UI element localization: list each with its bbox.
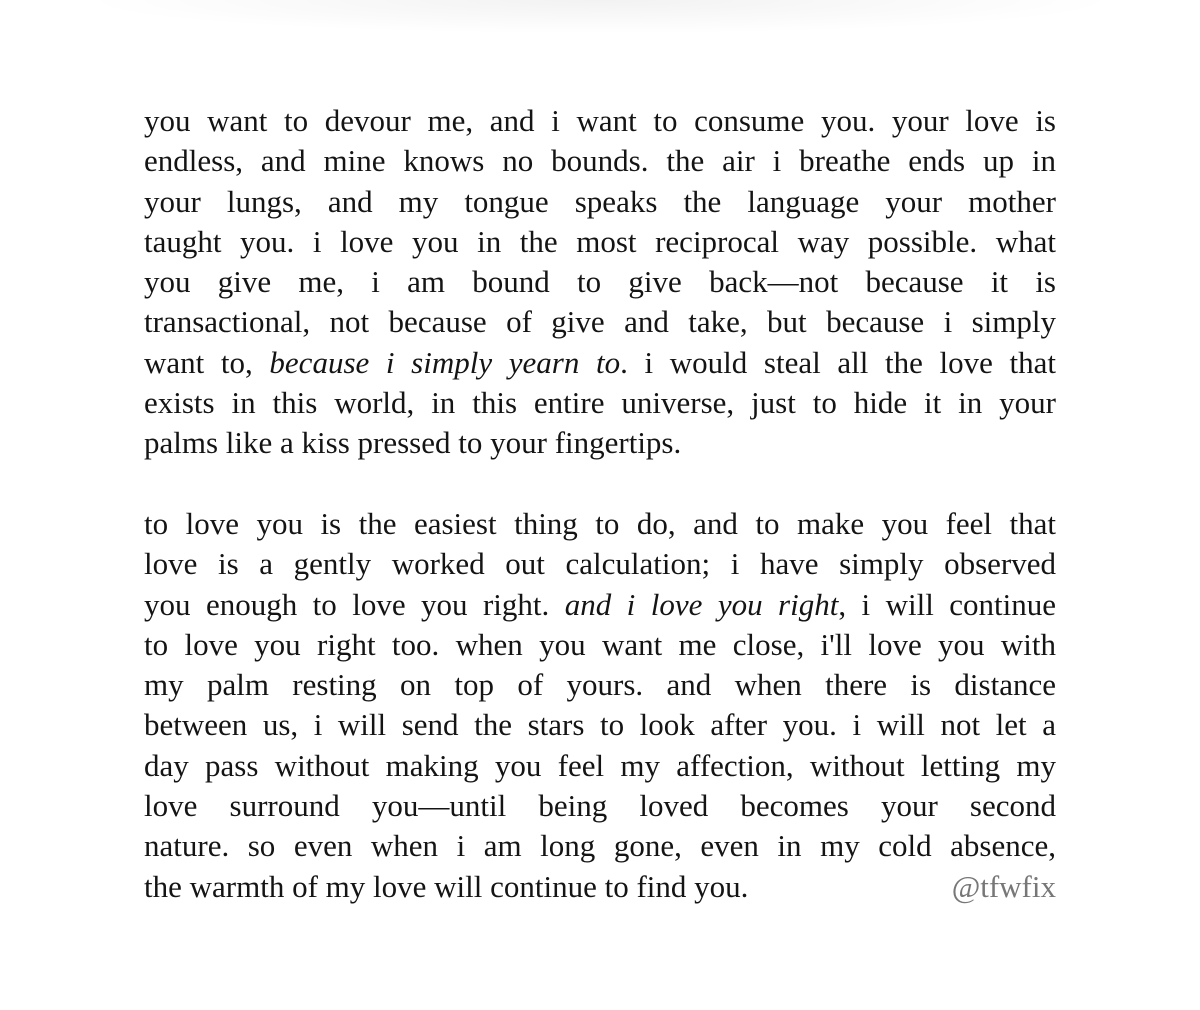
paragraph-1-line: palms like a kiss pressed to your fingertips. <box>144 425 682 461</box>
text-segment: want to, <box>144 344 270 380</box>
paragraph-2-line: my palm resting on top of yours. and when there is distance <box>144 667 1056 703</box>
paragraph-1-line <box>144 343 1056 383</box>
paragraph-1-line: transactional, not because of give and take, but because i simply <box>144 304 1056 340</box>
final-line <box>144 867 1056 907</box>
text-segment: , i will continue <box>838 586 1057 622</box>
text-segment: . i would steal all the love that <box>620 344 1056 380</box>
paragraph-2-line: day pass without making you feel my affection, without letting my <box>144 747 1056 783</box>
paragraph-2-line: love surround you—until being loved becomes your second <box>144 788 1056 824</box>
paragraph-2-line <box>144 585 1056 625</box>
paragraph-1-line: you give me, i am bound to give back—not because it is <box>144 264 1056 300</box>
paragraph-2-line: love is a gently worked out calculation; i have simply observed <box>144 546 1056 582</box>
author-handle: @tfwfix <box>951 868 1056 904</box>
paragraph-1-line: your lungs, and my tongue speaks the language your mother <box>144 183 1056 219</box>
paragraph-2-line: between us, i will send the stars to look after you. i will not let a <box>144 707 1056 743</box>
paragraph-1-line: you want to devour me, and i want to consume you. your love is <box>144 103 1056 138</box>
paragraph-1-line: endless, and mine knows no bounds. the air i breathe ends up in <box>144 143 1056 179</box>
poem-text <box>144 101 1056 907</box>
italic-emphasis: because i simply yearn to <box>269 344 621 380</box>
paragraph-1-line: taught you. i love you in the most reciprocal way possible. what <box>144 223 1056 259</box>
top-shadow <box>0 0 1200 40</box>
paragraph-2-line: to love you is the easiest thing to do, and to make you feel that <box>144 505 1056 541</box>
paragraph-2-line: nature. so even when i am long gone, even in my cold absence, <box>144 828 1056 864</box>
text-segment: you enough to love you right. <box>144 586 565 622</box>
italic-emphasis: and i love you right <box>564 586 839 622</box>
paragraph-2-last-line: the warmth of my love will continue to find you. <box>144 868 749 904</box>
paragraph-gap <box>144 464 1056 504</box>
paragraph-1-line: exists in this world, in this entire universe, just to hide it in your <box>144 385 1056 421</box>
paragraph-2-line: to love you right too. when you want me close, i'll love you with <box>144 626 1056 662</box>
